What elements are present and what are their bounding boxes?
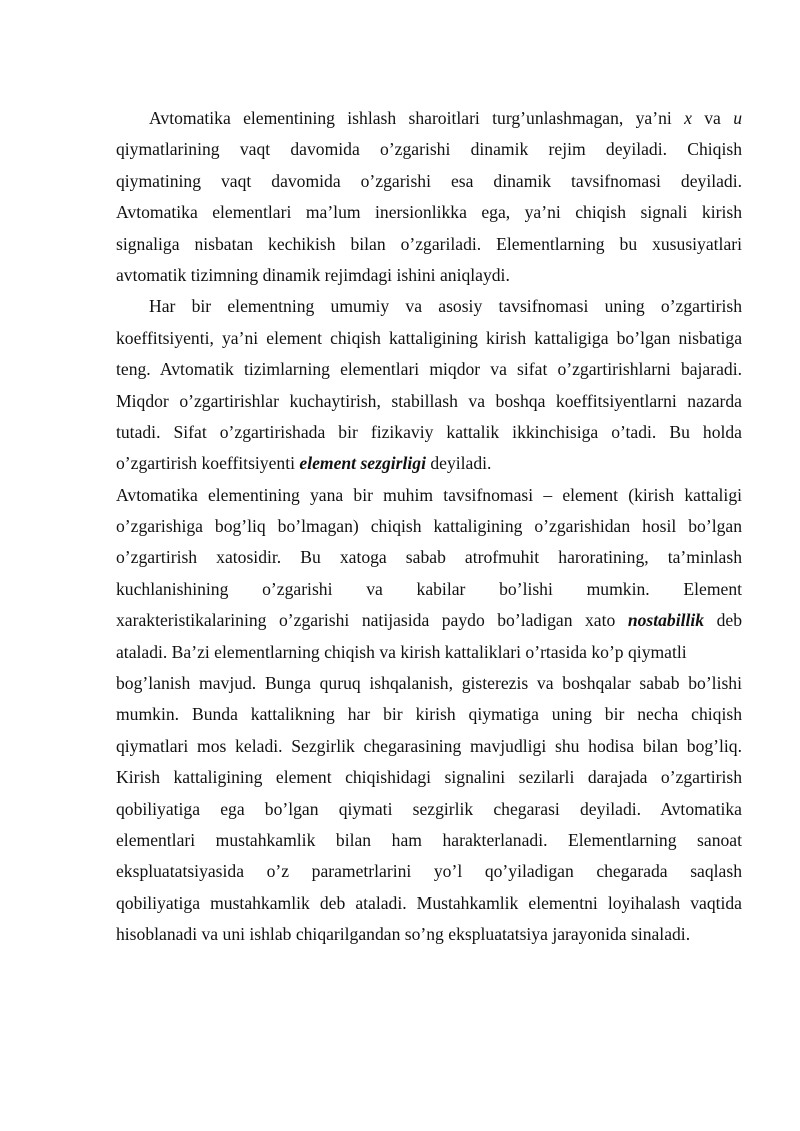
text-segment: Avtomatika elementlari ma’lum inersionlikka ega, ya’ni chiqish signali kirish (116, 202, 742, 223)
text-segment: kuchlanishining o’zgarishi va kabilar bo’lishi mumkin. Element (116, 578, 742, 599)
italic-variable: u (733, 108, 743, 128)
text-line (116, 323, 742, 354)
text-segment: qobiliyatiga mustahkamlik deb ataladi. Mustahkamlik elementni loyihalash vaqtida (116, 892, 742, 913)
text-segment: Kirish kattaligining element chiqishidagi signalini sezilarli darajada o’zgartirish (116, 767, 742, 788)
text-line (116, 542, 742, 573)
text-line (116, 103, 742, 134)
text-line (116, 731, 742, 762)
text-line (116, 134, 742, 165)
text-segment: avtomatik tizimning dinamik rejimdagi ishini aniqlaydi. (116, 264, 510, 285)
text-segment: signaliga nisbatan kechikish bilan o’zgariladi. Elementlarning bu xususiyatlari (116, 233, 742, 254)
text-segment: deyiladi. (425, 453, 492, 474)
text-segment: qiymatlari mos keladi. Sezgirlik chegarasining mavjudligi shu hodisa bilan bog’liq. (116, 735, 742, 756)
text-segment: o’zgartirish koeffitsiyenti (116, 453, 300, 474)
text-line (116, 480, 742, 511)
emphasized-term: element sezgirligi (299, 453, 426, 474)
text-line (116, 794, 742, 825)
text-segment: qobiliyatiga ega bo’lgan qiymati sezgirlik chegarasi deyiladi. Avtomatika (116, 798, 742, 819)
text-segment: qiymatlarining vaqt davomida o’zgarishi dinamik rejim deyiladi. Chiqish (116, 139, 742, 160)
text-line (116, 166, 742, 197)
text-segment: va (691, 108, 734, 128)
text-segment: ataladi. Ba’zi elementlarning chiqish va kirish kattaliklari o’rtasida ko’p qiymatli (116, 641, 687, 662)
text-line (116, 574, 742, 605)
text-line (116, 668, 742, 699)
text-segment: tutadi. Sifat o’zgartirishada bir fizikaviy kattalik ikkinchisiga o’tadi. Bu holda (116, 421, 742, 442)
text-segment: qiymatining vaqt davomida o’zgarishi esa dinamik tavsifnomasi deyiladi. (116, 170, 742, 191)
text-segment: xarakteristikalarining o’zgarishi natijasida paydo bo’ladigan xato (116, 610, 628, 631)
text-segment: o’zgarishiga bog’liq bo’lmagan) chiqish kattaligining o’zgarishidan hosil bo’lgan (116, 516, 742, 537)
text-segment: ekspluatatsiyasida o’z parametrlarini yo’l qo’yiladigan chegarada saqlash (116, 861, 742, 882)
text-line (116, 888, 742, 919)
text-segment: elementlari mustahkamlik bilan ham harakterlanadi. Elementlarning sanoat (116, 829, 742, 850)
text-line (116, 605, 742, 636)
text-line (116, 919, 742, 950)
text-segment: mumkin. Bunda kattalikning har bir kirish qiymatiga uning bir necha chiqish (116, 704, 742, 725)
text-segment: Avtomatika elementining ishlash sharoitlari turg’unlashmagan, ya’ni (149, 108, 685, 128)
text-line (116, 417, 742, 448)
emphasized-term: nostabillik (627, 610, 705, 631)
text-segment: Miqdor o’zgartirishlar kuchaytirish, stabillash va boshqa koeffitsiyentlarni nazarda (116, 390, 742, 411)
italic-variable: x (684, 108, 692, 128)
text-segment: deb (704, 610, 742, 631)
text-line (116, 291, 742, 322)
text-line (116, 197, 742, 228)
text-line (116, 825, 742, 856)
text-segment: o’zgartirish xatosidir. Bu xatoga sabab atrofmuhit haroratining, ta’minlash (116, 547, 742, 568)
text-segment: hisoblanadi va uni ishlab chiqarilgandan so’ng ekspluatatsiya jarayonida sinaladi. (116, 924, 691, 945)
text-segment: bog’lanish mavjud. Bunga quruq ishqalanish, gisterezis va boshqalar sabab bo’lishi (116, 673, 742, 694)
text-segment: Har bir elementning umumiy va asosiy tavsifnomasi uning o’zgartirish (149, 296, 742, 317)
text-segment: Avtomatika elementining yana bir muhim tavsifnomasi – element (kirish kattaligi (116, 484, 742, 505)
text-line (116, 260, 742, 291)
text-segment: teng. Avtomatik tizimlarning elementlari miqdor va sifat o’zgartirishlarni bajaradi. (116, 359, 742, 380)
text-line (116, 229, 742, 260)
text-line (116, 386, 742, 417)
text-line (116, 856, 742, 887)
text-line (116, 637, 742, 668)
text-line (116, 511, 742, 542)
text-segment: koeffitsiyenti, ya’ni element chiqish kattaligining kirish kattaligiga bo’lgan nisbatiga (116, 327, 742, 348)
text-line (116, 762, 742, 793)
text-line (116, 699, 742, 730)
text-line (116, 354, 742, 385)
document-body (116, 103, 742, 951)
text-line (116, 448, 742, 479)
